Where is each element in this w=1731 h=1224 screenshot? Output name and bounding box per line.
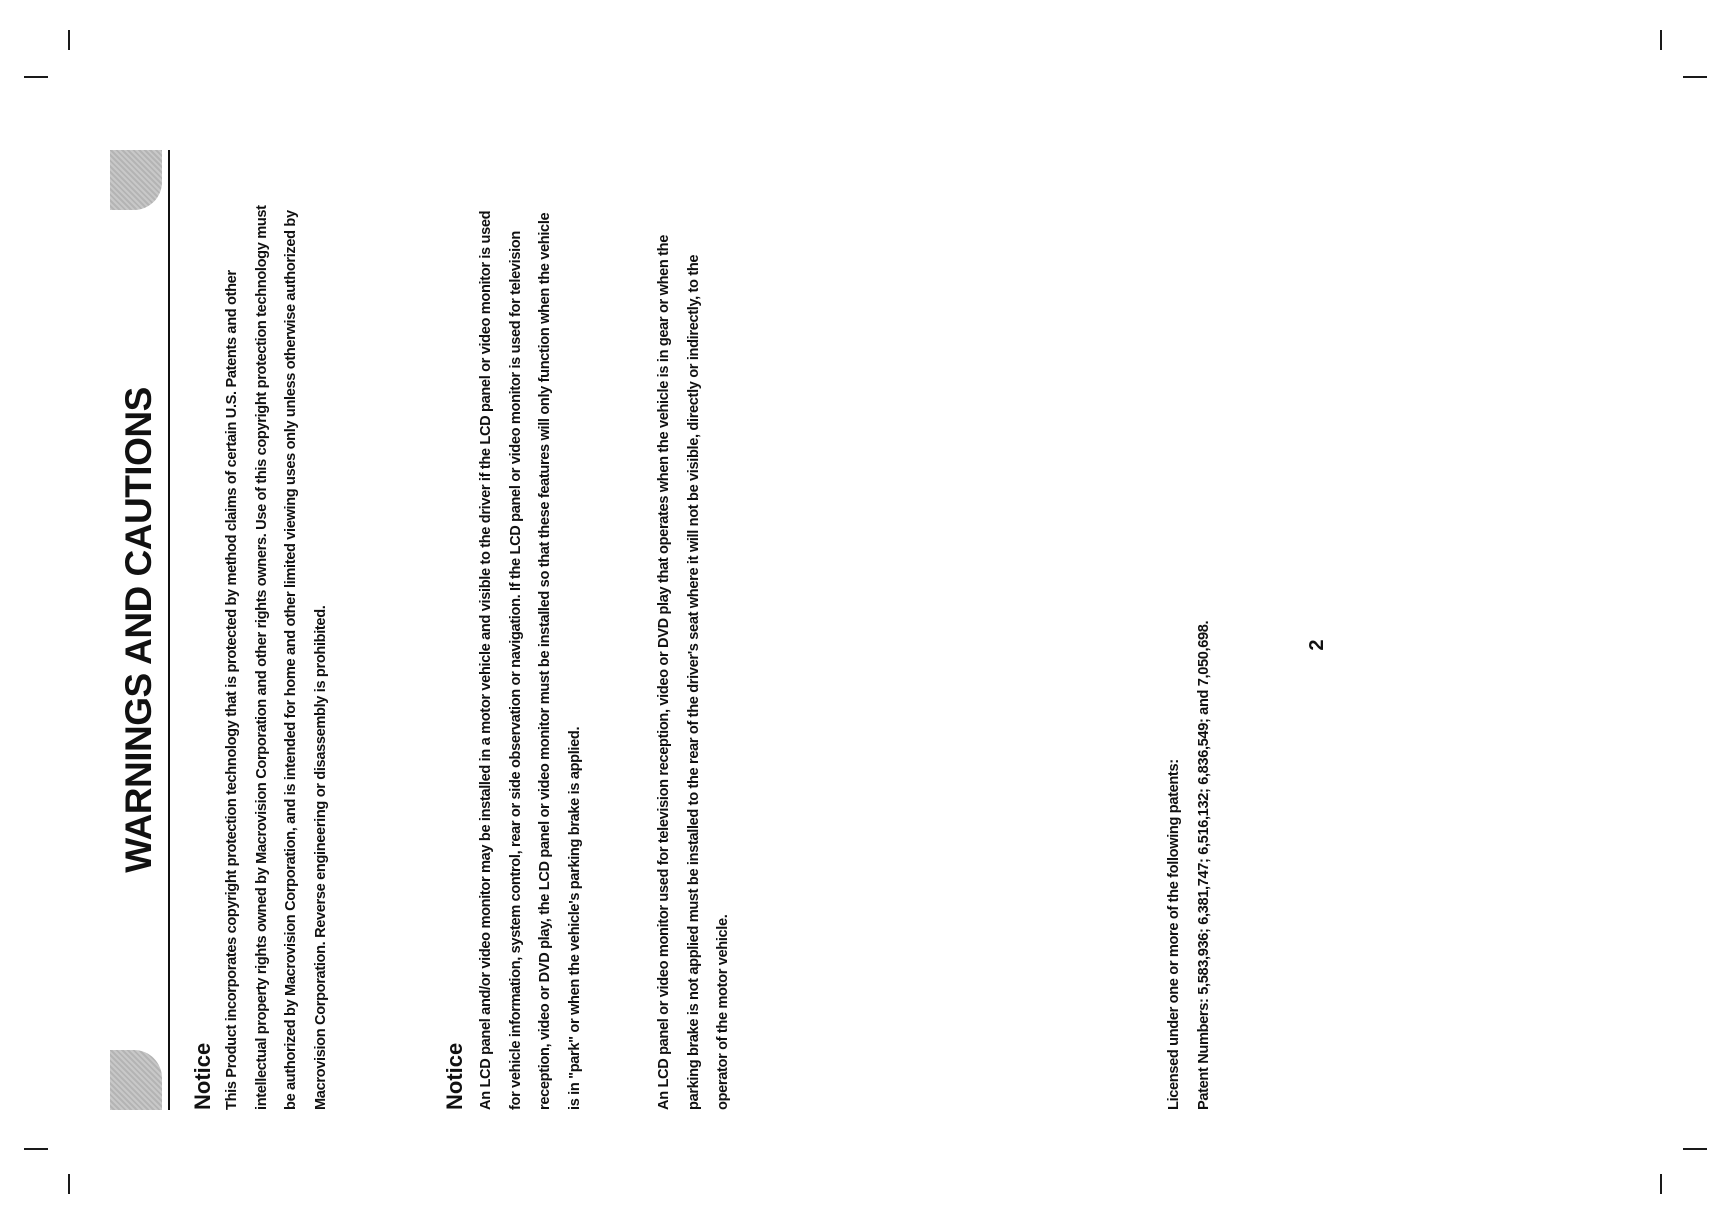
crop-mark-top-right-vertical — [1660, 30, 1662, 50]
caution-text-lcd: An LCD panel or video monitor used for television reception, video or DVD play that operates when the vehicle is in gear or when the parking brake is not applied must be installed to the rear of the driver's seat where it will not be visible, directly or indirectly, to the operator of the motor vehicle. — [656, 234, 731, 1110]
license-line: Licensed under one or more of the following patents: — [1166, 759, 1182, 1110]
title-rule — [168, 150, 170, 1110]
crop-mark-bottom-left-horizontal — [24, 1148, 48, 1150]
notice-text-lcd: An LCD panel and/or video monitor may be installed in a motor vehicle and visible to the driver if the LCD panel or video monitor is used for vehicle information, system control, rear or side observation or navigation. If the LCD panel or video monitor is used for television reception, video or DVD play, the LCD panel or video monitor must be installed so that these features will only function when the vehicle is in "park" or when the vehicle's parking brake is applied. — [478, 210, 583, 1110]
crop-mark-bottom-left-vertical — [68, 1174, 70, 1194]
notice-heading-copyright: Notice — [190, 1042, 215, 1110]
page-title: WARNINGS AND CAUTIONS — [118, 387, 159, 873]
crop-mark-bottom-right-vertical — [1660, 1174, 1662, 1194]
crop-mark-top-left-vertical — [68, 30, 70, 50]
crop-mark-top-right-horizontal — [1683, 76, 1707, 78]
crop-mark-top-left-horizontal — [24, 76, 48, 78]
notice-text-copyright: This Product incorporates copyright protection technology that is protected by method claims of certain U.S. Patents and other intellectual property rights owned by Macrovision Corporation and other rights owners. Use of this copyright protection technology must be authorized by Macrovision Corporation, and is intended for home and other limited viewing uses only unless otherwise authorized by Macrovision Corporation. Reverse engineering or disassembly is prohibited. — [224, 205, 329, 1110]
rotated-content — [110, 150, 1330, 1110]
notice-heading-lcd: Notice — [442, 1042, 467, 1110]
license-block — [1160, 205, 1219, 1110]
crop-mark-bottom-right-horizontal — [1683, 1148, 1707, 1150]
patent-numbers-line: Patent Numbers: 5,583,936; 6,381,747; 6,516,132; 6,836,549; and 7,050,698. — [1195, 620, 1212, 1110]
page-number: 2 — [1306, 639, 1328, 651]
